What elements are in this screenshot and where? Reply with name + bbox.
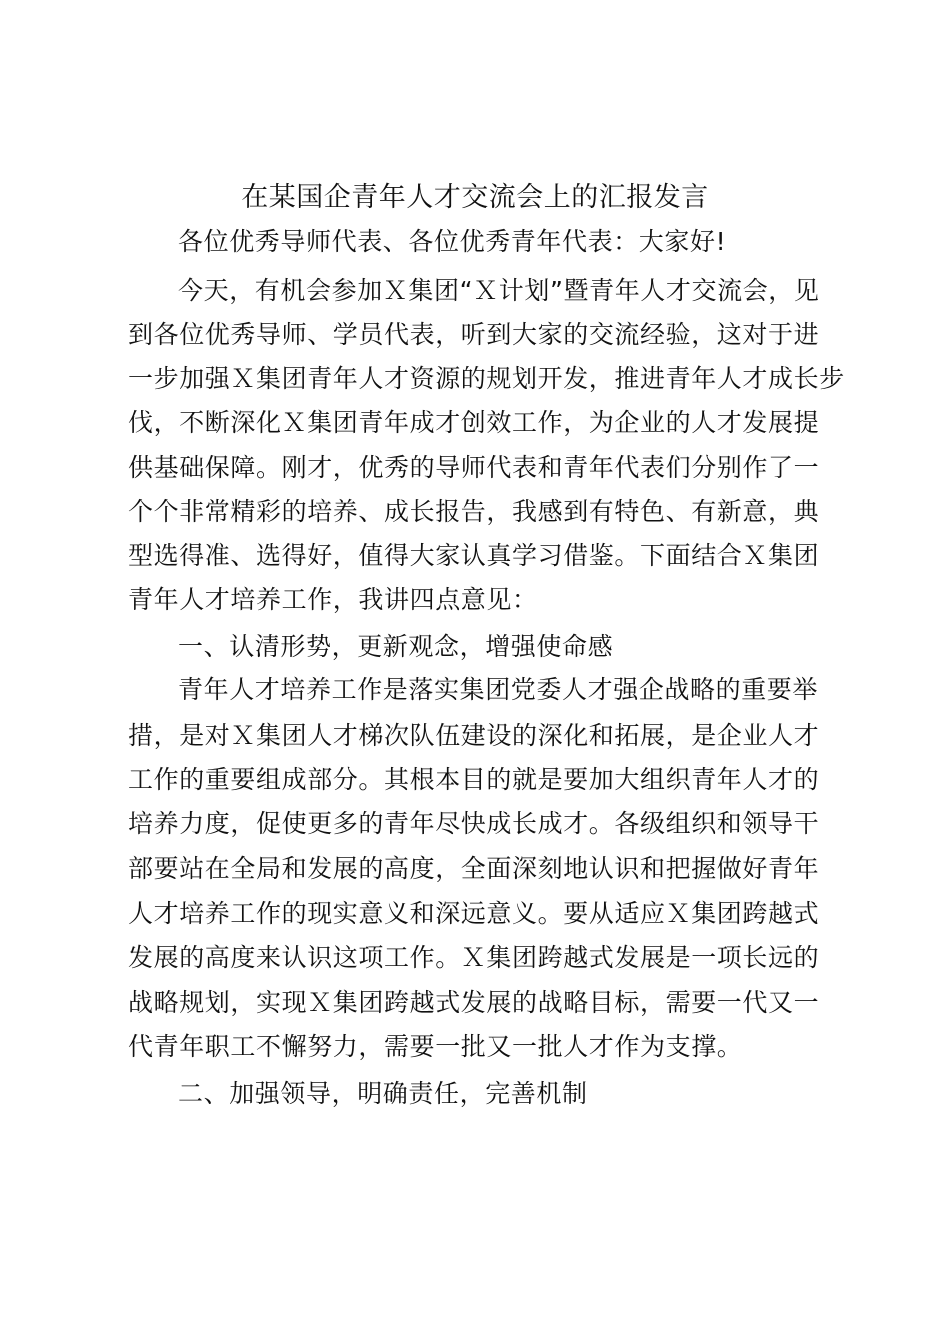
section-heading-2: 二、加强领导，明确责任，完善机制 — [178, 1079, 588, 1108]
greeting: 各位优秀导师代表、各位优秀青年代表：大家好! — [178, 227, 727, 256]
paragraph-line: 代青年职工不懈努力，需要一批又一批人才作为支撑。 — [128, 1032, 743, 1061]
paragraph-line: 人才培养工作的现实意义和深远意义。要从适应Ｘ集团跨越式 — [128, 899, 820, 928]
paragraph-line: 到各位优秀导师、学员代表，听到大家的交流经验，这对于进 — [128, 320, 820, 349]
paragraph-line: 伐，不断深化Ｘ集团青年成才创效工作，为企业的人才发展提 — [128, 408, 820, 437]
paragraph-line: 供基础保障。刚才，优秀的导师代表和青年代表们分别作了一 — [128, 453, 820, 482]
section-heading-1: 一、认清形势，更新观念，增强使命感 — [178, 632, 614, 661]
paragraph-line: 个个非常精彩的培养、成长报告，我感到有特色、有新意，典 — [128, 497, 820, 526]
document-title: 在某国企青年人才交流会上的汇报发言 — [241, 182, 709, 213]
paragraph-line: 发展的高度来认识这项工作。Ｘ集团跨越式发展是一项长远的 — [128, 943, 820, 972]
paragraph-line: 措，是对Ｘ集团人才梯次队伍建设的深化和拓展，是企业人才 — [128, 721, 820, 750]
paragraph-line: 型选得准、选得好，值得大家认真学习借鉴。下面结合Ｘ集团 — [128, 541, 820, 570]
paragraph-line: 青年人才培养工作，我讲四点意见： — [128, 585, 538, 614]
paragraph-line: 青年人才培养工作是落实集团党委人才强企战略的重要举 — [178, 675, 819, 704]
paragraph-line: 部要站在全局和发展的高度，全面深刻地认识和把握做好青年 — [128, 854, 820, 883]
paragraph-line: 一步加强Ｘ集团青年人才资源的规划开发，推进青年人才成长步 — [128, 364, 845, 393]
paragraph-line: 战略规划，实现Ｘ集团跨越式发展的战略目标，需要一代又一 — [128, 988, 820, 1017]
paragraph-line: 工作的重要组成部分。其根本目的就是要加大组织青年人才的 — [128, 765, 820, 794]
paragraph-line: 培养力度，促使更多的青年尽快成长成才。各级组织和领导干 — [128, 809, 820, 838]
paragraph-line: 今天，有机会参加Ｘ集团“Ｘ计划”暨青年人才交流会，见 — [178, 276, 820, 305]
